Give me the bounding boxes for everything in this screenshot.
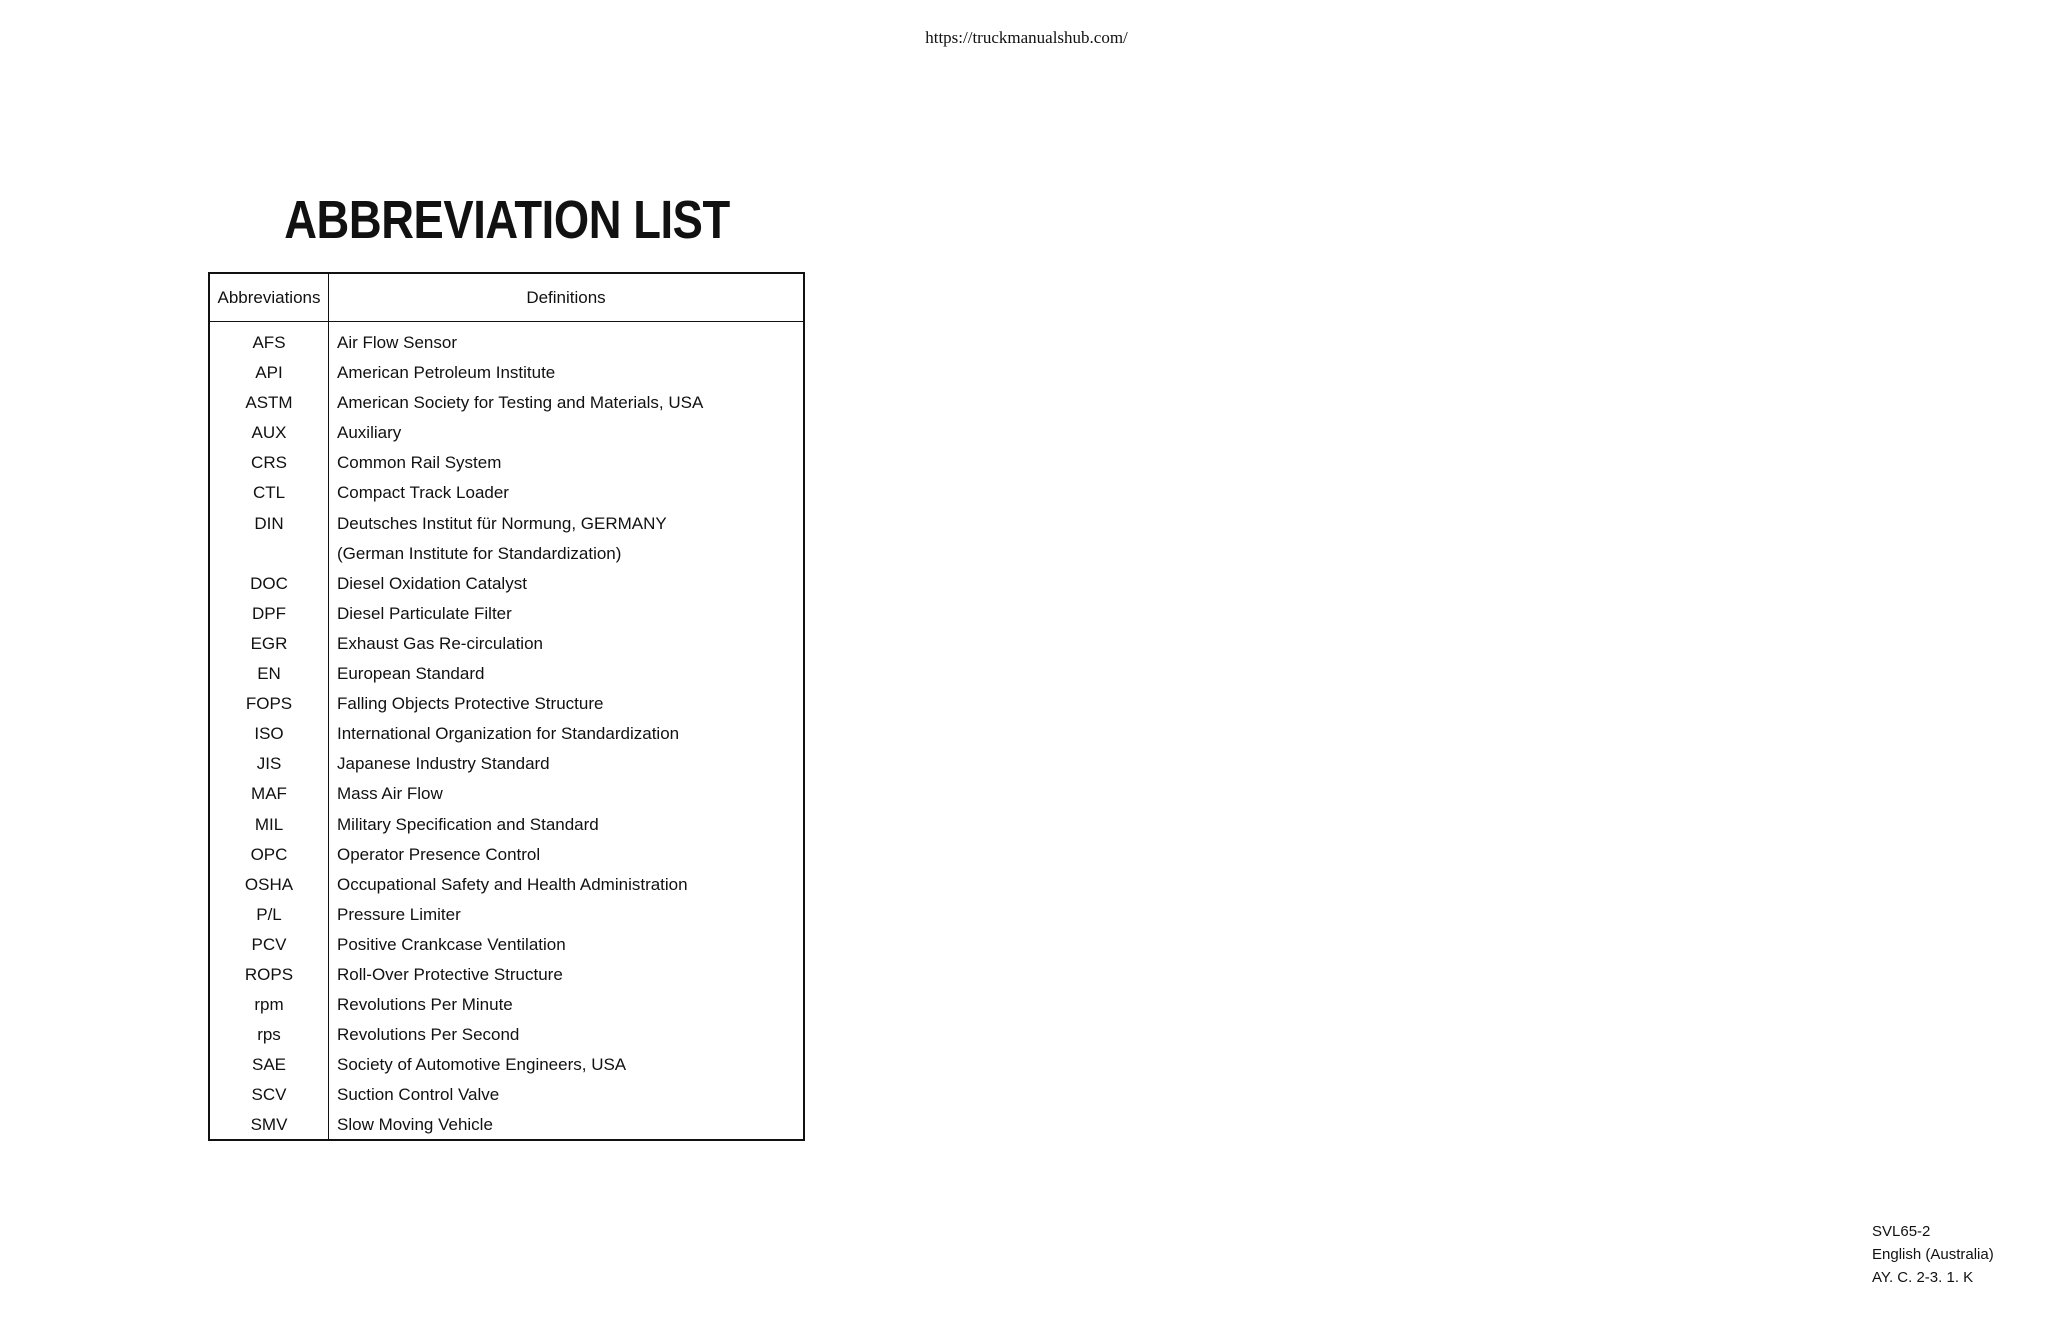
abbreviation-cell: DOC bbox=[250, 573, 288, 593]
definition-cell: Operator Presence Control bbox=[337, 844, 541, 864]
document-code: AY. C. 2-3. 1. K bbox=[1872, 1269, 1974, 1286]
table-row bbox=[210, 478, 803, 508]
table-row bbox=[210, 870, 803, 900]
definition-cell: European Standard bbox=[337, 664, 485, 684]
table-row bbox=[210, 509, 803, 539]
abbreviation-cell: CTL bbox=[252, 483, 286, 503]
definition-cell: Common Rail System bbox=[337, 453, 502, 473]
definition-cell: Diesel Oxidation Catalyst bbox=[337, 573, 527, 593]
document-info bbox=[1872, 1220, 1994, 1289]
table-row bbox=[210, 719, 803, 749]
abbreviation-cell: ROPS bbox=[244, 964, 294, 984]
table-row bbox=[210, 448, 803, 478]
table-row bbox=[210, 328, 803, 358]
definition-cell: International Organization for Standardization bbox=[337, 724, 680, 744]
abbreviation-cell: ISO bbox=[254, 724, 284, 744]
abbreviation-cell: AUX bbox=[251, 423, 287, 443]
abbreviation-cell: OPC bbox=[250, 844, 288, 864]
language-label: English (Australia) bbox=[1872, 1246, 1994, 1263]
header-abbreviations: Abbreviations bbox=[217, 288, 321, 307]
definition-cell: Japanese Industry Standard bbox=[337, 754, 550, 774]
table-row bbox=[210, 960, 803, 990]
table-row bbox=[210, 779, 803, 809]
abbreviation-cell: SAE bbox=[251, 1055, 287, 1075]
table-row bbox=[210, 930, 803, 960]
table-row bbox=[210, 659, 803, 689]
table-body bbox=[210, 328, 803, 1141]
table-row bbox=[210, 569, 803, 599]
table-row bbox=[210, 1110, 803, 1140]
abbreviation-cell: rps bbox=[257, 1025, 281, 1045]
table-row bbox=[210, 1080, 803, 1110]
definition-cell: Suction Control Valve bbox=[337, 1085, 500, 1105]
table-row bbox=[210, 1050, 803, 1080]
definition-cell: American Petroleum Institute bbox=[337, 363, 556, 383]
abbreviation-cell: CRS bbox=[251, 453, 287, 473]
table-row bbox=[210, 539, 803, 569]
abbreviation-cell: EN bbox=[257, 664, 281, 684]
table-header-row bbox=[210, 274, 803, 322]
header-definitions: Definitions bbox=[526, 288, 606, 307]
definition-cell: Falling Objects Protective Structure bbox=[337, 694, 604, 714]
definition-cell: Auxiliary bbox=[337, 423, 402, 443]
abbreviation-cell: DIN bbox=[254, 513, 284, 533]
abbreviation-cell: AFS bbox=[252, 333, 286, 352]
definition-cell: Revolutions Per Minute bbox=[337, 995, 513, 1015]
abbreviation-cell: OSHA bbox=[244, 874, 294, 894]
abbreviation-cell: SCV bbox=[251, 1085, 287, 1105]
table-row bbox=[210, 749, 803, 779]
definition-cell: Mass Air Flow bbox=[337, 784, 443, 804]
abbreviation-cell: rpm bbox=[254, 995, 284, 1015]
definition-cell: Diesel Particulate Filter bbox=[337, 603, 512, 623]
definition-cell: Roll-Over Protective Structure bbox=[337, 964, 563, 984]
definition-cell: Exhaust Gas Re-circulation bbox=[337, 633, 543, 653]
table-row bbox=[210, 689, 803, 719]
model-code: SVL65-2 bbox=[1872, 1223, 1931, 1240]
abbreviation-cell: FOPS bbox=[245, 694, 293, 714]
table-row bbox=[210, 840, 803, 870]
table-row bbox=[210, 810, 803, 840]
table-row bbox=[210, 900, 803, 930]
abbreviation-cell: API bbox=[255, 363, 283, 383]
abbreviation-cell: EGR bbox=[250, 633, 288, 653]
table-row bbox=[210, 1020, 803, 1050]
table-row bbox=[210, 418, 803, 448]
definition-cell: Compact Track Loader bbox=[337, 483, 509, 503]
definition-cell: Revolutions Per Second bbox=[337, 1025, 520, 1045]
table-row bbox=[210, 599, 803, 629]
table-row bbox=[210, 358, 803, 388]
definition-cell: (German Institute for Standardization) bbox=[337, 543, 622, 563]
abbreviation-table bbox=[208, 272, 805, 1141]
definition-cell: Slow Moving Vehicle bbox=[337, 1115, 493, 1135]
abbreviation-cell: JIS bbox=[256, 754, 282, 774]
definition-cell: Pressure Limiter bbox=[337, 904, 461, 924]
abbreviation-cell: ASTM bbox=[245, 393, 293, 413]
definition-cell: Air Flow Sensor bbox=[337, 333, 457, 352]
abbreviation-cell: DPF bbox=[252, 603, 286, 623]
abbreviation-cell: MAF bbox=[251, 784, 287, 804]
definition-cell: American Society for Testing and Materials, USA bbox=[337, 393, 704, 413]
table-row bbox=[210, 388, 803, 418]
definition-cell: Occupational Safety and Health Administration bbox=[337, 874, 688, 894]
abbreviation-cell: MIL bbox=[254, 814, 284, 834]
table-row bbox=[210, 629, 803, 659]
definition-cell: Society of Automotive Engineers, USA bbox=[337, 1055, 627, 1075]
definition-cell: Deutsches Institut für Normung, GERMANY bbox=[337, 513, 667, 533]
definition-cell: Positive Crankcase Ventilation bbox=[337, 934, 566, 954]
source-url: https://truckmanualshub.com/ bbox=[925, 28, 1128, 47]
definition-cell: Military Specification and Standard bbox=[337, 814, 599, 834]
abbreviation-cell: P/L bbox=[256, 904, 282, 924]
table-row bbox=[210, 990, 803, 1020]
page-title: ABBREVIATION LIST bbox=[284, 190, 730, 250]
abbreviation-cell: SMV bbox=[250, 1115, 288, 1135]
abbreviation-cell: PCV bbox=[251, 934, 287, 954]
